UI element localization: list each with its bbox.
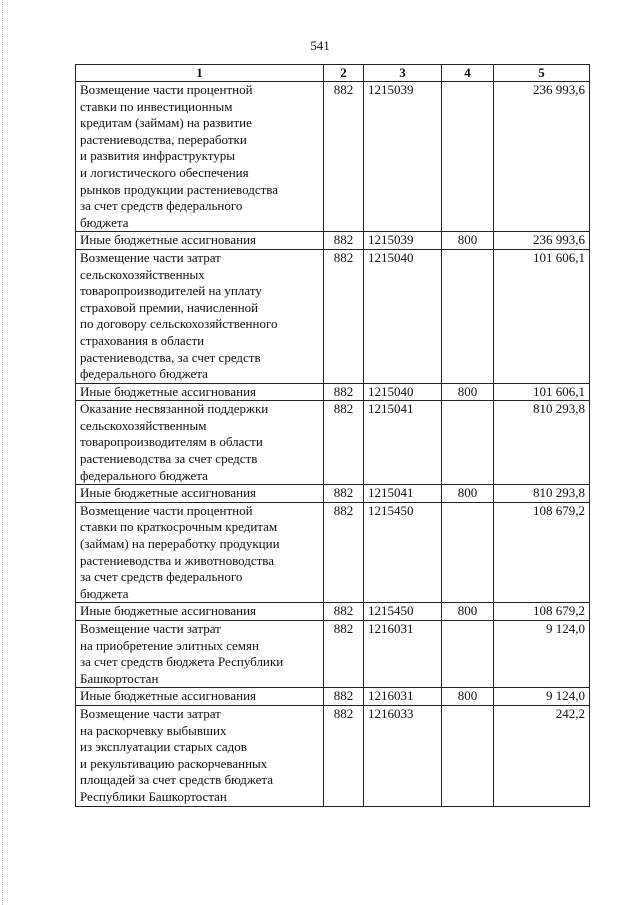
row-ministry-code: 882 [324, 82, 364, 232]
row-ministry-code: 882 [324, 249, 364, 383]
row-ministry-code: 882 [324, 485, 364, 503]
row-expense-type: 800 [442, 688, 494, 706]
row-article-code: 1215041 [364, 401, 442, 485]
row-name: Иные бюджетные ассигнования [76, 232, 324, 250]
row-amount: 9 124,0 [494, 688, 590, 706]
row-amount: 101 606,1 [494, 383, 590, 401]
table-row [76, 383, 590, 401]
row-ministry-code: 882 [324, 621, 364, 688]
budget-table [75, 64, 590, 807]
row-ministry-code: 882 [324, 603, 364, 621]
row-ministry-code: 882 [324, 383, 364, 401]
row-expense-type [442, 249, 494, 383]
row-expense-type [442, 705, 494, 806]
table-row [76, 82, 590, 232]
row-name: Иные бюджетные ассигнования [76, 688, 324, 706]
header-col-4: 4 [442, 65, 494, 82]
table-row [76, 688, 590, 706]
row-article-code: 1215040 [364, 249, 442, 383]
row-article-code: 1216033 [364, 705, 442, 806]
row-ministry-code: 882 [324, 232, 364, 250]
row-expense-type: 800 [442, 383, 494, 401]
row-name: Иные бюджетные ассигнования [76, 383, 324, 401]
row-name: Возмещение части затрат сельскохозяйственных товаропроизводителей на уплату страховой премии, начисленной по договору сельскохозяйственного страхования в области растениеводства, за счет средств федерального бюджета [76, 249, 324, 383]
row-name: Возмещение части процентной ставки по краткосрочным кредитам (займам) на переработку продукции растениеводства и животноводства за счет средств федерального бюджета [76, 502, 324, 603]
table-row [76, 485, 590, 503]
row-amount: 810 293,8 [494, 401, 590, 485]
row-expense-type: 800 [442, 603, 494, 621]
row-amount: 242,2 [494, 705, 590, 806]
row-amount: 101 606,1 [494, 249, 590, 383]
table-row [76, 621, 590, 688]
row-article-code: 1215040 [364, 383, 442, 401]
row-amount: 108 679,2 [494, 502, 590, 603]
row-name: Возмещение части затрат на приобретение элитных семян за счет средств бюджета Республики Башкортостан [76, 621, 324, 688]
row-name: Иные бюджетные ассигнования [76, 485, 324, 503]
row-name: Возмещение части процентной ставки по инвестиционным кредитам (займам) на развитие растениеводства, переработки и развития инфраструктуры и логистического обеспечения рынков продукции растениеводства за счет средств федерального бюджета [76, 82, 324, 232]
row-amount: 810 293,8 [494, 485, 590, 503]
scan-edge [2, 0, 4, 905]
row-article-code: 1215450 [364, 502, 442, 603]
row-expense-type: 800 [442, 485, 494, 503]
row-ministry-code: 882 [324, 401, 364, 485]
row-article-code: 1215039 [364, 232, 442, 250]
row-name: Оказание несвязанной поддержки сельскохозяйственным товаропроизводителям в области растениеводства за счет средств федерального бюджета [76, 401, 324, 485]
row-ministry-code: 882 [324, 705, 364, 806]
table-row [76, 232, 590, 250]
row-amount: 9 124,0 [494, 621, 590, 688]
row-expense-type [442, 621, 494, 688]
row-ministry-code: 882 [324, 502, 364, 603]
row-expense-type: 800 [442, 232, 494, 250]
header-col-3: 3 [364, 65, 442, 82]
row-expense-type [442, 502, 494, 603]
header-col-2: 2 [324, 65, 364, 82]
row-amount: 108 679,2 [494, 603, 590, 621]
table-row [76, 502, 590, 603]
row-article-code: 1215450 [364, 603, 442, 621]
table-row [76, 401, 590, 485]
header-col-1: 1 [76, 65, 324, 82]
table-row [76, 249, 590, 383]
table-row [76, 603, 590, 621]
row-amount: 236 993,6 [494, 232, 590, 250]
table-row [76, 705, 590, 806]
row-article-code: 1216031 [364, 688, 442, 706]
row-amount: 236 993,6 [494, 82, 590, 232]
header-row [76, 65, 590, 82]
row-ministry-code: 882 [324, 688, 364, 706]
header-col-5: 5 [494, 65, 590, 82]
row-article-code: 1215041 [364, 485, 442, 503]
row-name: Возмещение части затрат на раскорчевку выбывших из эксплуатации старых садов и рекультивацию раскорчеванных площадей за счет средств бюджета Республики Башкортостан [76, 705, 324, 806]
page-number: 541 [310, 38, 330, 53]
row-expense-type [442, 401, 494, 485]
row-name: Иные бюджетные ассигнования [76, 603, 324, 621]
row-article-code: 1215039 [364, 82, 442, 232]
row-expense-type [442, 82, 494, 232]
row-article-code: 1216031 [364, 621, 442, 688]
